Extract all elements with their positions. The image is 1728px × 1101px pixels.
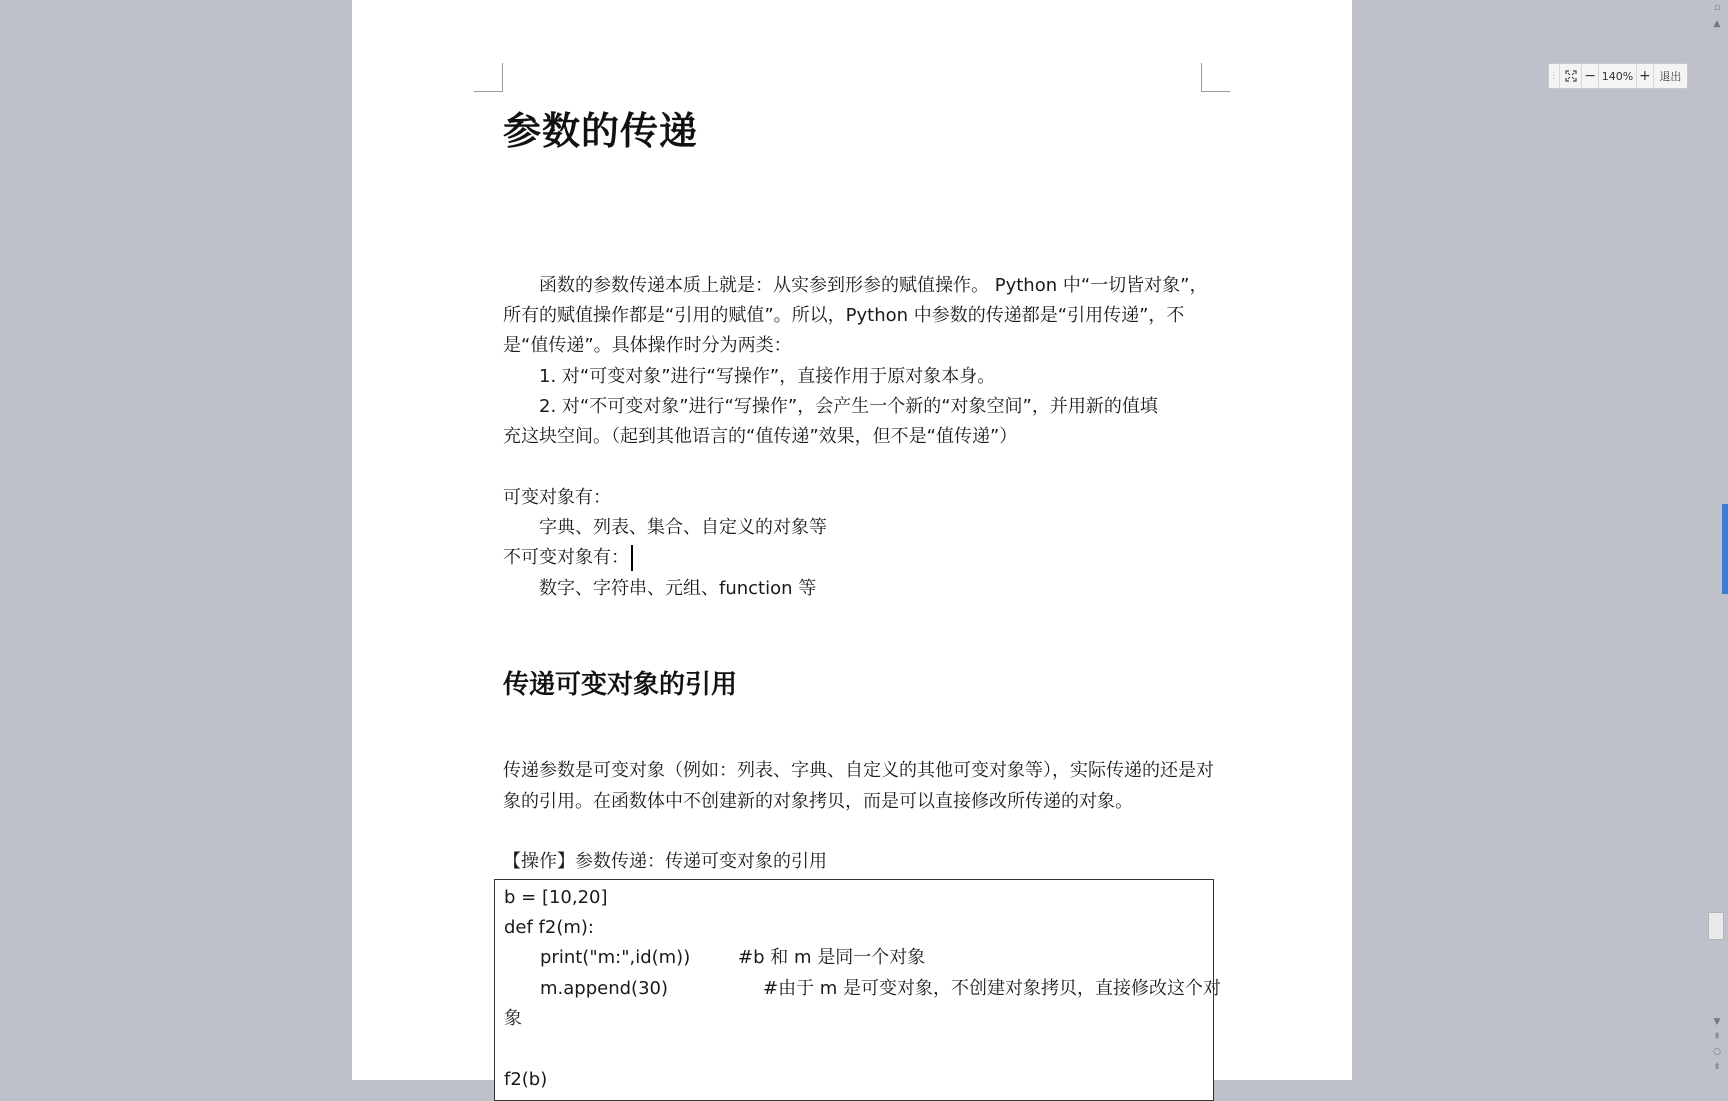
code-line-4	[504, 974, 1222, 1004]
select-browse-object-icon[interactable]: ○	[1713, 1047, 1721, 1057]
section-line-2: 象的引用。在函数体中不创建新的对象拷贝，而是可以直接修改所传递的对象。	[503, 791, 1133, 812]
zoom-out-button[interactable]: −	[1582, 64, 1599, 88]
exit-button[interactable]: 退出	[1659, 70, 1682, 83]
zoom-toolbar	[1548, 63, 1688, 89]
code-line-4-comment: #由于 m 是可变对象，不创建对象拷贝，直接修改这个对	[763, 978, 1222, 999]
immutable-label: 不可变对象有：	[503, 547, 629, 568]
code-line-2: def f2(m):	[504, 917, 594, 938]
code-line-3-text: print("m:",id(m))	[540, 947, 691, 968]
intro-line-1: 函数的参数传递本质上就是：从实参到形参的赋值操作。 Python 中“一切皆对象”，	[539, 275, 1208, 296]
immutable-label-line	[503, 543, 1203, 573]
intro-line-4: 1. 对“可变对象”进行“写操作”，直接作用于原对象本身。	[539, 366, 996, 387]
section-line-1: 传递参数是可变对象（例如：列表、字典、自定义的其他可变对象等），实际传递的还是对	[503, 760, 1214, 781]
code-line-4-wrap: 象	[504, 1008, 522, 1029]
intro-line-2: 所有的赋值操作都是“引用的赋值”。所以，Python 中参数的传递都是“引用传递”，不	[503, 305, 1185, 326]
document-page	[352, 0, 1352, 1090]
code-block[interactable]	[494, 879, 1222, 1101]
fit-screen-icon[interactable]	[1560, 64, 1583, 88]
vertical-scrollbar[interactable]	[1706, 0, 1728, 1080]
intro-line-3: 是“值传递”。具体操作时分为两类：	[503, 335, 792, 356]
scroll-position-marker	[1722, 504, 1728, 594]
page-corner-marker-top-right	[1201, 63, 1230, 92]
mutable-items: 字典、列表、集合、自定义的对象等	[539, 517, 827, 538]
previous-page-icon[interactable]: ⇞	[1713, 1032, 1721, 1042]
section-heading: 传递可变对象的引用	[503, 670, 738, 700]
zoom-in-button[interactable]: +	[1637, 64, 1654, 88]
scrollbar-thumb[interactable]	[1708, 912, 1724, 940]
code-line-3	[504, 943, 1204, 973]
scroll-down-icon[interactable]: ▼	[1713, 1017, 1721, 1027]
document-title: 参数的传递	[503, 109, 699, 153]
code-line-6: f2(b)	[504, 1069, 548, 1090]
operation-label: 【操作】参数传递：传递可变对象的引用	[503, 851, 827, 872]
page-corner-marker-top-left	[474, 63, 503, 92]
code-line-4-text: m.append(30)	[540, 978, 668, 999]
fit-screen-icon-svg	[1565, 70, 1577, 82]
scroll-up-icon[interactable]: ▲	[1713, 19, 1721, 29]
intro-line-6: 充这块空间。（起到其他语言的“值传递”效果，但不是“值传递”）	[503, 426, 1018, 447]
intro-line-5: 2. 对“不可变对象”进行“写操作”，会产生一个新的“对象空间”，并用新的值填	[539, 396, 1158, 417]
zoom-level[interactable]: 140%	[1599, 64, 1637, 88]
toolbar-grip-icon[interactable]: ⋮	[1549, 64, 1560, 88]
scroll-menu-icon[interactable]: ▫	[1713, 3, 1721, 13]
code-line-3-comment: #b 和 m 是同一个对象	[738, 947, 926, 968]
immutable-items: 数字、字符串、元组、function 等	[539, 578, 817, 599]
code-line-1: b = [10,20]	[504, 887, 608, 908]
next-page-icon[interactable]: ⇟	[1713, 1062, 1721, 1072]
text-cursor	[631, 545, 633, 571]
mutable-label: 可变对象有：	[503, 487, 611, 508]
